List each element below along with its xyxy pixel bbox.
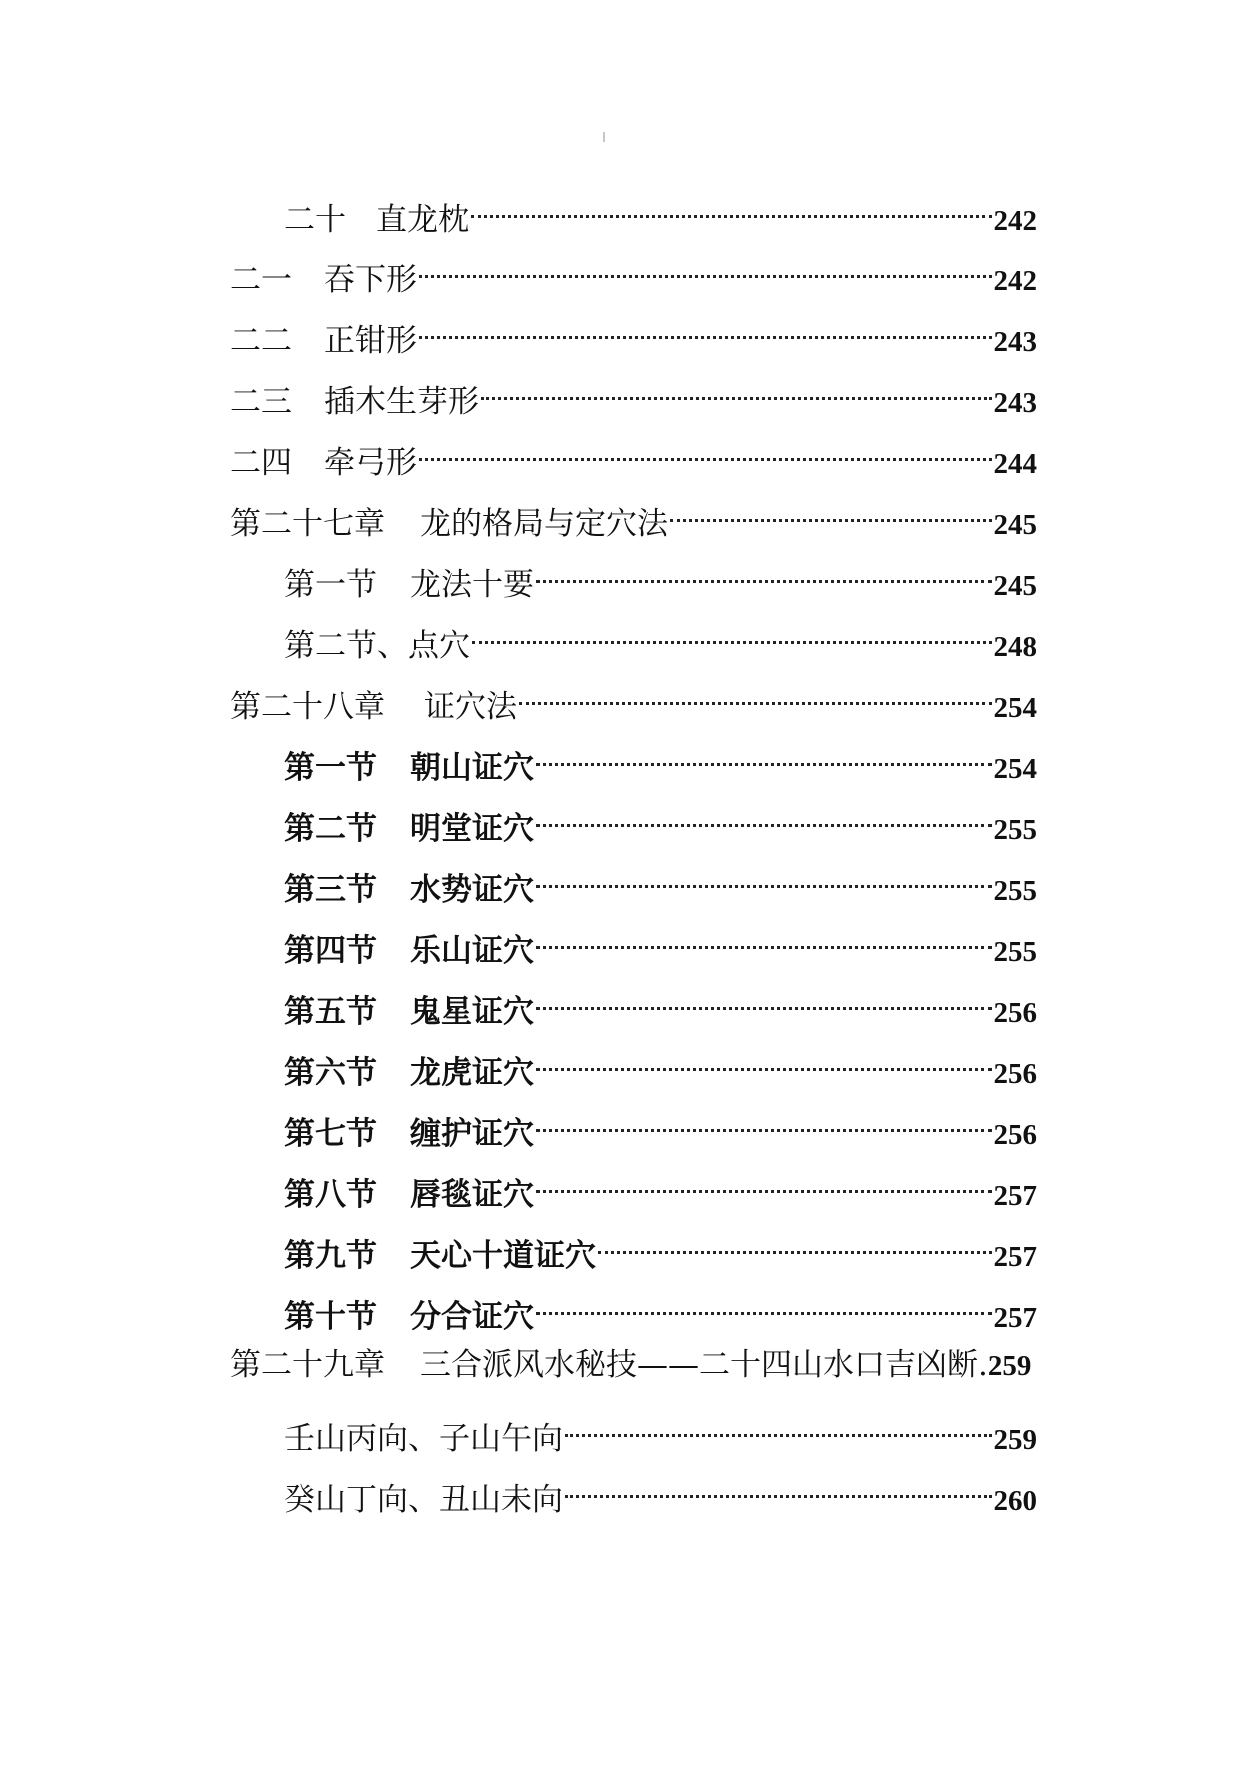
toc-entry-title: 龙的格局与定穴法 <box>420 506 668 542</box>
toc-entry-title: 插木生芽形 <box>324 384 479 420</box>
toc-entry-page: 255 <box>993 875 1037 907</box>
dot-leader <box>536 1159 992 1205</box>
toc-entry <box>284 976 1037 1030</box>
toc-entry-number: 第五节 <box>284 994 377 1030</box>
toc-entry <box>284 793 1037 847</box>
toc-entry-title: 壬山丙向、子山午向 <box>284 1421 563 1457</box>
dot-leader <box>536 793 992 839</box>
dot-leader <box>419 305 992 351</box>
toc-entry-page: 256 <box>993 1119 1037 1151</box>
toc-entry <box>284 1037 1037 1091</box>
dot-leader <box>536 732 992 778</box>
toc-entry-title: 水势证穴 <box>410 872 534 908</box>
toc-entry <box>284 1281 1037 1335</box>
dot-leader <box>519 671 992 717</box>
toc-entry-page: 242 <box>993 205 1037 237</box>
toc-entry <box>284 854 1037 908</box>
dot-leader <box>536 854 992 900</box>
toc-entry <box>230 244 1037 298</box>
toc-entry-title: 缠护证穴 <box>410 1116 534 1152</box>
toc-entry-title: 分合证穴 <box>410 1299 534 1335</box>
toc-entry-title: 点穴 <box>408 628 470 664</box>
toc-entry <box>284 549 1037 603</box>
toc-entry-number: 第七节 <box>284 1116 377 1152</box>
toc-chapter <box>230 671 1037 725</box>
toc-entry-number: 第二十八章 <box>230 689 385 725</box>
toc-entry-title: 吞下形 <box>324 262 417 298</box>
toc-entry-title: 天心十道证穴 <box>410 1238 596 1274</box>
dot-leader <box>471 184 992 230</box>
toc-entry-number: 第九节 <box>284 1238 377 1274</box>
dot-leader <box>472 610 992 656</box>
toc-entry-number: 第二节、 <box>284 628 408 664</box>
dot-leader <box>481 366 992 412</box>
toc-entry <box>284 915 1037 969</box>
toc-entry <box>284 1159 1037 1213</box>
toc-entry-page: 257 <box>993 1180 1037 1212</box>
toc-entry-number: 第二节 <box>284 811 377 847</box>
toc-entry-page: 242 <box>993 265 1037 297</box>
toc-entry-page: 257 <box>993 1302 1037 1334</box>
toc-entry-title: 三合派风水秘技——二十四山水口吉凶断. <box>420 1347 988 1383</box>
dot-leader <box>536 549 992 595</box>
toc-entry-title: 牵弓形 <box>324 445 417 481</box>
toc-entry-number: 二十 <box>284 202 346 238</box>
toc-entry <box>284 610 1037 664</box>
dot-leader <box>565 1403 992 1449</box>
toc-entry-page: 255 <box>993 936 1037 968</box>
toc-entry-page: 259 <box>987 1350 1032 1382</box>
toc-entry-page: 245 <box>993 570 1037 602</box>
toc-entry-number: 第二十七章 <box>230 506 385 542</box>
toc-entry-page: 243 <box>993 387 1037 419</box>
toc-entry-title: 龙虎证穴 <box>410 1055 534 1091</box>
toc-entry-page: 259 <box>993 1424 1037 1456</box>
toc-entry-page: 254 <box>993 753 1037 785</box>
dot-leader <box>419 427 992 473</box>
dot-leader <box>536 1037 992 1083</box>
toc-entry-number: 第八节 <box>284 1177 377 1213</box>
toc-entry-page: 256 <box>993 1058 1037 1090</box>
toc-entry-number: 二二 <box>230 323 292 359</box>
toc-entry-number: 第一节 <box>284 750 377 786</box>
toc-entry-title: 癸山丁向、丑山未向 <box>284 1482 563 1518</box>
dot-leader <box>419 244 992 290</box>
toc-entry <box>230 427 1037 481</box>
toc-entry-page: 244 <box>993 448 1037 480</box>
dot-leader <box>598 1220 992 1266</box>
toc-entry-page: 256 <box>993 997 1037 1029</box>
toc-entry-number: 二一 <box>230 262 292 298</box>
toc-entry-number: 第三节 <box>284 872 377 908</box>
toc-entry <box>284 1098 1037 1152</box>
toc-entry <box>284 1403 1037 1457</box>
toc-entry-page: 254 <box>993 692 1037 724</box>
toc-entry-number: 二四 <box>230 445 292 481</box>
toc-entry-title: 正钳形 <box>324 323 417 359</box>
toc-entry-number: 第二十九章 <box>230 1347 385 1383</box>
dot-leader <box>536 976 992 1022</box>
toc-entry-page: 243 <box>993 326 1037 358</box>
dot-leader <box>670 488 992 534</box>
toc-entry-number: 第十节 <box>284 1299 377 1335</box>
toc-entry-page: 257 <box>993 1241 1037 1273</box>
toc-entry-page: 260 <box>993 1485 1037 1517</box>
dot-leader <box>536 915 992 961</box>
toc-entry-title: 明堂证穴 <box>410 811 534 847</box>
toc-entry-title: 龙法十要 <box>410 567 534 603</box>
toc-entry <box>284 732 1037 786</box>
toc-entry-page: 255 <box>993 814 1037 846</box>
toc-chapter <box>230 488 1037 542</box>
toc-entry <box>284 1220 1037 1274</box>
dot-leader <box>565 1464 992 1510</box>
toc-chapter <box>230 1342 1037 1388</box>
toc-entry-number: 第一节 <box>284 567 377 603</box>
scan-artifact <box>603 132 605 142</box>
toc-entry-title: 朝山证穴 <box>410 750 534 786</box>
toc-entry-number: 二三 <box>230 384 292 420</box>
toc-entry <box>230 305 1037 359</box>
toc-entry-title: 乐山证穴 <box>410 933 534 969</box>
toc-entry-page: 245 <box>993 509 1037 541</box>
toc-entry-page: 248 <box>993 631 1037 663</box>
toc-entry <box>284 1464 1037 1518</box>
dot-leader <box>536 1281 992 1327</box>
toc-entry-title: 唇毯证穴 <box>410 1177 534 1213</box>
dot-leader <box>536 1098 992 1144</box>
toc-entry <box>230 366 1037 420</box>
toc-entry <box>284 184 1037 238</box>
toc-entry-title: 直龙枕 <box>376 202 469 238</box>
toc-entry-title: 鬼星证穴 <box>410 994 534 1030</box>
toc-entry-title: 证穴法 <box>424 689 517 725</box>
toc-entry-number: 第六节 <box>284 1055 377 1091</box>
toc-entry-number: 第四节 <box>284 933 377 969</box>
